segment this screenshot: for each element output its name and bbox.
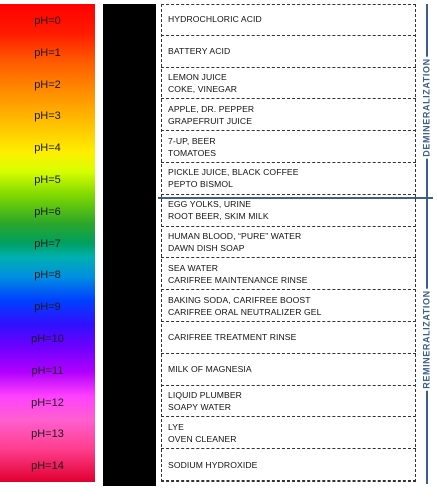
example-row — [161, 386, 416, 418]
example-row — [161, 227, 416, 259]
example-text: SOAPY WATER — [168, 401, 232, 412]
neutral-divider-line — [158, 197, 433, 199]
example-row — [161, 131, 416, 163]
example-text: PICKLE JUICE, BLACK COFFEE — [168, 167, 299, 178]
ph-label: pH=13 — [31, 428, 64, 441]
example-text: LIQUID PLUMBER — [168, 389, 242, 400]
example-text: MILK OF MAGNESIA — [168, 364, 252, 375]
example-row — [161, 99, 416, 131]
example-text: HYDROCHLORIC ACID — [168, 14, 262, 25]
ph-label: pH=4 — [34, 142, 61, 155]
ph-label: pH=7 — [34, 237, 61, 250]
example-text: CARIFREE TREATMENT RINSE — [168, 332, 297, 343]
example-row — [161, 4, 416, 36]
example-text: 7-UP, BEER — [168, 135, 216, 146]
example-text: CARIFREE MAINTENANCE RINSE — [168, 274, 308, 285]
example-text: COKE, VINEGAR — [168, 83, 238, 94]
ph-label: pH=5 — [34, 174, 61, 186]
example-row — [161, 163, 416, 195]
example-row — [161, 354, 416, 386]
ph-label: pH=9 — [34, 301, 61, 314]
ph-label: pH=14 — [31, 460, 64, 473]
black-band — [103, 4, 156, 486]
example-text: HUMAN BLOOD, “PURE” WATER — [168, 230, 302, 241]
remineralization-label: REMINERALIZATION — [421, 290, 432, 389]
example-text: LEMON JUICE — [168, 71, 227, 82]
example-text: CARIFREE ORAL NEUTRALIZER GEL — [168, 306, 322, 317]
example-row — [161, 68, 416, 100]
example-row — [161, 36, 416, 68]
example-text: GRAPEFRUIT JUICE — [168, 115, 253, 126]
example-text: BAKING SODA, CARIFREE BOOST — [168, 294, 311, 305]
example-row — [161, 195, 416, 227]
example-text: ROOT BEER, SKIM MILK — [168, 211, 269, 222]
example-row — [161, 258, 416, 290]
example-text: SODIUM HYDROXIDE — [168, 459, 258, 470]
ph-label: pH=10 — [31, 333, 64, 345]
demineralization-label: DEMINERALIZATION — [421, 58, 432, 157]
example-row — [161, 417, 416, 449]
ph-label: pH=11 — [31, 364, 64, 377]
example-text: EGG YOLKS, URINE — [168, 199, 252, 210]
ph-label: pH=8 — [34, 269, 61, 282]
example-row — [161, 290, 416, 322]
ph-label: pH=3 — [34, 110, 61, 123]
example-row — [161, 322, 416, 354]
ph-label: pH=0 — [34, 15, 61, 27]
example-text: LYE — [168, 421, 184, 432]
example-text: SEA WATER — [168, 262, 219, 273]
example-text: APPLE, DR. PEPPER — [168, 103, 255, 114]
ph-label: pH=1 — [34, 46, 61, 59]
example-text: DAWN DISH SOAP — [168, 242, 245, 253]
ph-label: pH=6 — [34, 205, 61, 218]
example-text: TOMATOES — [168, 147, 217, 158]
example-text: OVEN CLEANER — [168, 433, 237, 444]
example-row — [161, 449, 416, 481]
ph-label: pH=2 — [34, 78, 61, 91]
ph-label: pH=12 — [31, 396, 64, 409]
example-text: BATTERY ACID — [168, 46, 231, 57]
example-text: PEPTO BISMOL — [168, 179, 234, 190]
